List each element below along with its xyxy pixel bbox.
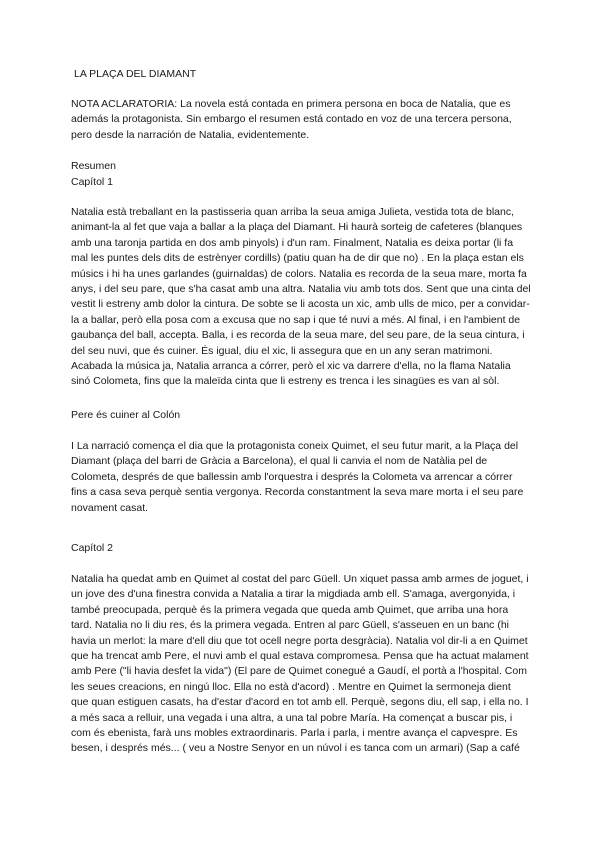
resumen-heading: Resumen: [71, 160, 116, 172]
document-title: LA PLAÇA DEL DIAMANT: [74, 68, 197, 80]
nota-aclaratoria-paragraph: NOTA ACLARATORIA: La novela está contada en primera persona en boca de Natalia, que es además la protagonista. Sin embargo el resumen está contado en voz de una tercera persona, pero desde la narración de Natalia, evidentemente.: [71, 98, 512, 141]
capitol-2-heading: Capítol 2: [71, 542, 114, 554]
pere-line: Pere és cuiner al Colón: [71, 409, 181, 421]
intro-paragraph: I La narració comença el dia que la protagonista coneix Quimet, el seu futur marit, a la Plaça del Diamant (plaça del barri de Gràcia a Barcelona), el qual li canvia el nom de Natàlia pel de Colometa, després de que ballessin amb l'orquestra i després la Colometa va arrencar a córrer fins a casa seva perquè sentia vergonya. Recorda constantment la seva mare morta i el seu pare novament casat.: [71, 440, 524, 514]
capitol-2-paragraph: Natalia ha quedat amb en Quimet al costat del parc Güell. Un xiquet passa amb armes de joguet, i un jove des d'una finestra convida a Natalia a tirar la migdiada amb ell. S'amaga, avergonyida, i també preocupada, perquè és la primera vegada que queda amb Quimet, que arriba una hora tard. Natalia no li diu res, és la primera vegada. Entren al parc Güell, s'asseuen en un banc (hi havia un merlot: la mare d'ell diu que tot ocell negre porta desgràcia). Natalia vol dir-li a en Quimet que ha trencat amb Pere, el nuvi amb el qual estava compromesa. Pensa que ha actuat malament amb Pere ("li havia desfet la vida") (El pare de Quimet conegué a Gaudí, el portà a l'hospital. Com les seues creacions, en ningú lloc. Ella no està d'acord) . Mentre en Quimet la sermoneja dient que quan estiguen casats, ha d'estar d'acord en tot amb ell. Perquè, segons diu, ell sap, i ella no. I a més saca a relluir, una vegada i una altra, a una tal pobre María. Ha començat a buscar pis, i com és ebenista, farà uns mobles extraordinaris. Parla i parla, i mentre avança el capvespre. Es besen, i després més... ( veu a Nostre Senyor en un núvol i es tanca com un armari) (Sap a café: [71, 573, 529, 755]
capitol-1-heading: Capítol 1: [71, 176, 114, 188]
capitol-1-paragraph: Natalia està treballant en la pastisseria quan arriba la seua amiga Julieta, vestida tota de blanc, animant-la al fet que vaja a ballar a la plaça del Diamant. Hi haurà sorteig de cafeteres (blanques amb una taronja partida en dos amb pinyols) i d'un ram. Finalment, Natalia es deixa portar (li fa mal les puntes dels dits de estrènyer cordills) (patiu quan ha de dir que no) . En la plaça estan els músics i hi ha unes garlandes (guirnaldas) de colors. Natalia es recorda de la seua mare, morta fa anys, i del seu pare, que s'ha casat amb una altra. Natalia viu amb tots dos. Sent que una cinta del vestit li estreny amb dolor la cintura. De sobte se li acosta un xic, amb ulls de mico, per a convidar-la a ballar, però ella posa com a excusa que no sap i que té nuvi a més. Al final, i en l'ambient de gaubança del ball, accepta. Balla, i es recorda de la seua mare, del seu pare, de la seua cintura, i del seu nuvi, que és cuiner. És igual, diu el xic, li assegura que en un any seran matrimoni. Acabada la música ja, Natalia arranca a córrer, però el xic va darrere d'ella, no la flama Natalia sinó Colometa, fins que la maleïda cinta que li estreny es trenca i les sinagües es van al sòl.: [71, 206, 531, 388]
